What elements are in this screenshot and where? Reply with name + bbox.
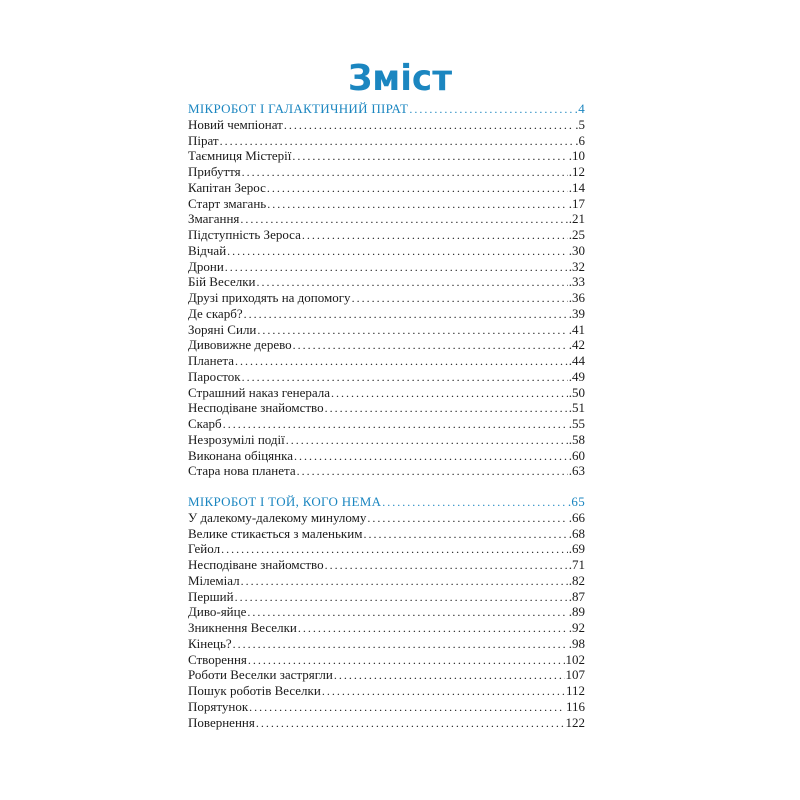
toc-entry-page-number: .33 [568, 274, 585, 290]
toc-entry [188, 259, 585, 275]
toc-entry [188, 322, 585, 338]
toc-entry-page-number: .51 [568, 400, 585, 416]
dot-leader [257, 275, 568, 290]
toc-entry-title: Пірат [188, 132, 219, 148]
dot-leader [248, 653, 565, 668]
dot-leader [322, 684, 565, 699]
toc-entry-title: Дрони [188, 258, 224, 274]
toc-section-heading-page-number: .65 [567, 494, 585, 509]
toc-entry-page-number: 107 [565, 667, 585, 683]
dot-leader [292, 149, 567, 164]
toc-entry-title: Велике стикається з маленьким [188, 525, 363, 541]
toc-entry-title: Пошук роботів Веселки [188, 683, 321, 698]
toc-entry-title: Змагання [188, 211, 240, 227]
dot-leader [298, 621, 568, 636]
toc-entry [188, 683, 585, 699]
toc-entry-page-number: .89 [568, 604, 585, 620]
dot-leader [225, 260, 568, 275]
toc-entry-page-number: 116 [565, 698, 585, 714]
dot-leader [293, 338, 568, 353]
toc-entry-title: Мілеміал [188, 572, 240, 588]
toc-section-heading [188, 101, 585, 117]
toc-entry-page-number: .50 [568, 384, 585, 400]
dot-leader [334, 668, 565, 683]
toc-entry-page-number: .44 [568, 353, 585, 368]
dot-leader [244, 307, 568, 322]
toc-entry-title: Диво-яйце [188, 604, 247, 620]
toc-entry [188, 667, 585, 683]
toc-entry [188, 636, 585, 652]
toc-entry [188, 400, 585, 416]
toc-entry-title: Капітан Зерос [188, 179, 266, 195]
toc-entry-title: Зоряні Сили [188, 321, 257, 337]
toc-entry-page-number: .58 [568, 431, 585, 447]
toc-entry-page-number: .49 [568, 368, 585, 384]
toc-entry-title: Гейол [188, 541, 221, 557]
toc-entry [188, 133, 585, 149]
toc-entry [188, 541, 585, 557]
toc-entry-title: Страшний наказ генерала [188, 384, 331, 400]
toc-entry [188, 164, 585, 180]
toc-entry [188, 306, 585, 322]
toc-entry [188, 211, 585, 227]
dot-leader [235, 354, 568, 369]
toc-entry [188, 227, 585, 243]
toc-entry-page-number: .41 [568, 321, 585, 337]
dot-leader [302, 228, 568, 243]
toc-entry-page-number: .55 [568, 416, 585, 431]
toc-section-heading-title: МІКРОБОТ І ГАЛАКТИЧНИЙ ПІРАТ [188, 101, 409, 116]
dot-leader [267, 197, 568, 212]
toc-entry-page-number: .12 [568, 164, 585, 179]
toc-entry-page-number: .69 [568, 541, 585, 557]
toc-entry-page-number: .82 [568, 572, 585, 588]
toc-entry [188, 652, 585, 668]
toc-entry-page-number: .66 [568, 509, 585, 525]
toc-entry [188, 337, 585, 353]
toc-entry [188, 510, 585, 526]
dot-leader [223, 417, 568, 432]
dot-leader [233, 637, 568, 652]
toc-entry-page-number: .25 [568, 227, 585, 242]
toc-entry [188, 416, 585, 432]
toc-entry-page-number: 122 [565, 714, 585, 730]
toc-entry-title: Кінець? [188, 635, 232, 651]
toc-entry-page-number: .14 [568, 179, 585, 195]
dot-leader [242, 370, 568, 385]
toc-entry [188, 369, 585, 385]
toc-entry-title: Скарб [188, 416, 222, 431]
toc-entry [188, 448, 585, 464]
toc-entry-title: Створення [188, 651, 247, 667]
toc-entry [188, 148, 585, 164]
dot-leader [221, 542, 568, 557]
toc-entry [188, 715, 585, 731]
toc-entry-page-number: .36 [568, 290, 585, 305]
toc-entry [188, 604, 585, 620]
dot-leader [409, 102, 573, 117]
dot-leader [257, 323, 567, 338]
toc-entry-title: Роботи Веселки застрягли [188, 667, 333, 683]
toc-entry-page-number: .6 [575, 132, 585, 148]
toc-entry-title: Зникнення Веселки [188, 620, 297, 635]
toc-entry-page-number: .68 [568, 525, 585, 541]
toc-entry [188, 526, 585, 542]
toc-entry-title: Несподіване знайомство [188, 557, 324, 572]
toc-entry-page-number: .98 [568, 635, 585, 651]
toc-entry-page-number: .71 [568, 557, 585, 572]
toc-entry [188, 385, 585, 401]
toc-entry-title: Незрозумілі події [188, 431, 285, 447]
dot-leader [227, 244, 568, 259]
toc-entry [188, 699, 585, 715]
toc-entry-title: Виконана обіцянка [188, 447, 293, 463]
toc-entry [188, 274, 585, 290]
dot-leader [220, 134, 575, 149]
dot-leader [367, 511, 567, 526]
toc-entry-page-number: .5 [575, 116, 585, 132]
toc-entry-title: Де скарб? [188, 305, 243, 321]
dot-leader [284, 118, 574, 133]
toc-entry-page-number: .39 [568, 305, 585, 321]
toc-entry-page-number: .17 [568, 195, 585, 211]
toc-entry-page-number: .87 [568, 588, 585, 604]
toc-entry [188, 243, 585, 259]
toc-entry-title: Стара нова планета [188, 463, 296, 479]
toc-entry-page-number: .10 [568, 148, 585, 164]
toc-entry-title: Перший [188, 588, 234, 604]
toc-entry-title: Планета [188, 353, 234, 368]
toc-entry [188, 620, 585, 636]
dot-leader [242, 165, 568, 180]
dot-leader [325, 558, 568, 573]
toc-entry [188, 432, 585, 448]
toc-entry-page-number: .30 [568, 242, 585, 258]
toc-entry-title: Несподіване знайомство [188, 400, 324, 416]
toc-entry [188, 589, 585, 605]
dot-leader [241, 574, 568, 589]
toc-entry [188, 573, 585, 589]
toc-entry-title: Відчай [188, 242, 227, 258]
toc-entry-title: Старт змагань [188, 195, 267, 211]
dot-leader [382, 495, 567, 510]
dot-leader [297, 464, 568, 479]
toc-entry-title: Прибуття [188, 164, 241, 179]
dot-leader [247, 605, 567, 620]
toc-entry-title: Дивовижне дерево [188, 337, 292, 353]
toc-entry-page-number: .42 [568, 337, 585, 353]
toc-entry-title: Таємниця Містерії [188, 148, 292, 164]
toc-entry-title: Паросток [188, 368, 241, 384]
toc-entry-page-number: .63 [568, 463, 585, 479]
dot-leader [240, 212, 567, 227]
table-of-contents [188, 101, 585, 730]
toc-section-heading-page-number: .4 [574, 101, 585, 116]
toc-entry [188, 353, 585, 369]
toc-entry-title: Повернення [188, 714, 255, 730]
dot-leader [286, 433, 568, 448]
toc-entry-title: Бій Веселки [188, 274, 256, 290]
toc-section-heading [188, 494, 585, 510]
toc-section [188, 494, 585, 730]
toc-entry-page-number: 102 [565, 651, 585, 667]
dot-leader [256, 716, 565, 731]
toc-entry-title: Друзі приходять на допомогу [188, 290, 351, 305]
toc-entry-title: Підступність Зероса [188, 227, 301, 242]
dot-leader [235, 590, 568, 605]
toc-entry-page-number: .92 [568, 620, 585, 635]
toc-entry [188, 290, 585, 306]
toc-entry [188, 180, 585, 196]
toc-entry-title: Новий чемпіонат [188, 116, 283, 132]
dot-leader [267, 181, 568, 196]
toc-section [188, 101, 585, 479]
dot-leader [294, 449, 568, 464]
page-title: Зміст [347, 58, 453, 99]
dot-leader [331, 386, 568, 401]
toc-entry-title: Порятунок [188, 698, 249, 714]
toc-entry [188, 557, 585, 573]
toc-entry-page-number: .21 [568, 211, 585, 227]
toc-entry [188, 117, 585, 133]
toc-entry-page-number: .32 [568, 258, 585, 274]
dot-leader [352, 291, 568, 306]
toc-entry-page-number: .60 [568, 447, 585, 463]
toc-section-heading-title: МІКРОБОТ І ТОЙ, КОГО НЕМА [188, 494, 382, 509]
toc-entry-title: У далекому-далекому минулому [188, 509, 367, 525]
dot-leader [249, 700, 565, 715]
dot-leader [363, 527, 567, 542]
toc-entry [188, 463, 585, 479]
toc-entry-page-number: 112 [565, 683, 585, 698]
toc-entry [188, 196, 585, 212]
dot-leader [325, 401, 568, 416]
